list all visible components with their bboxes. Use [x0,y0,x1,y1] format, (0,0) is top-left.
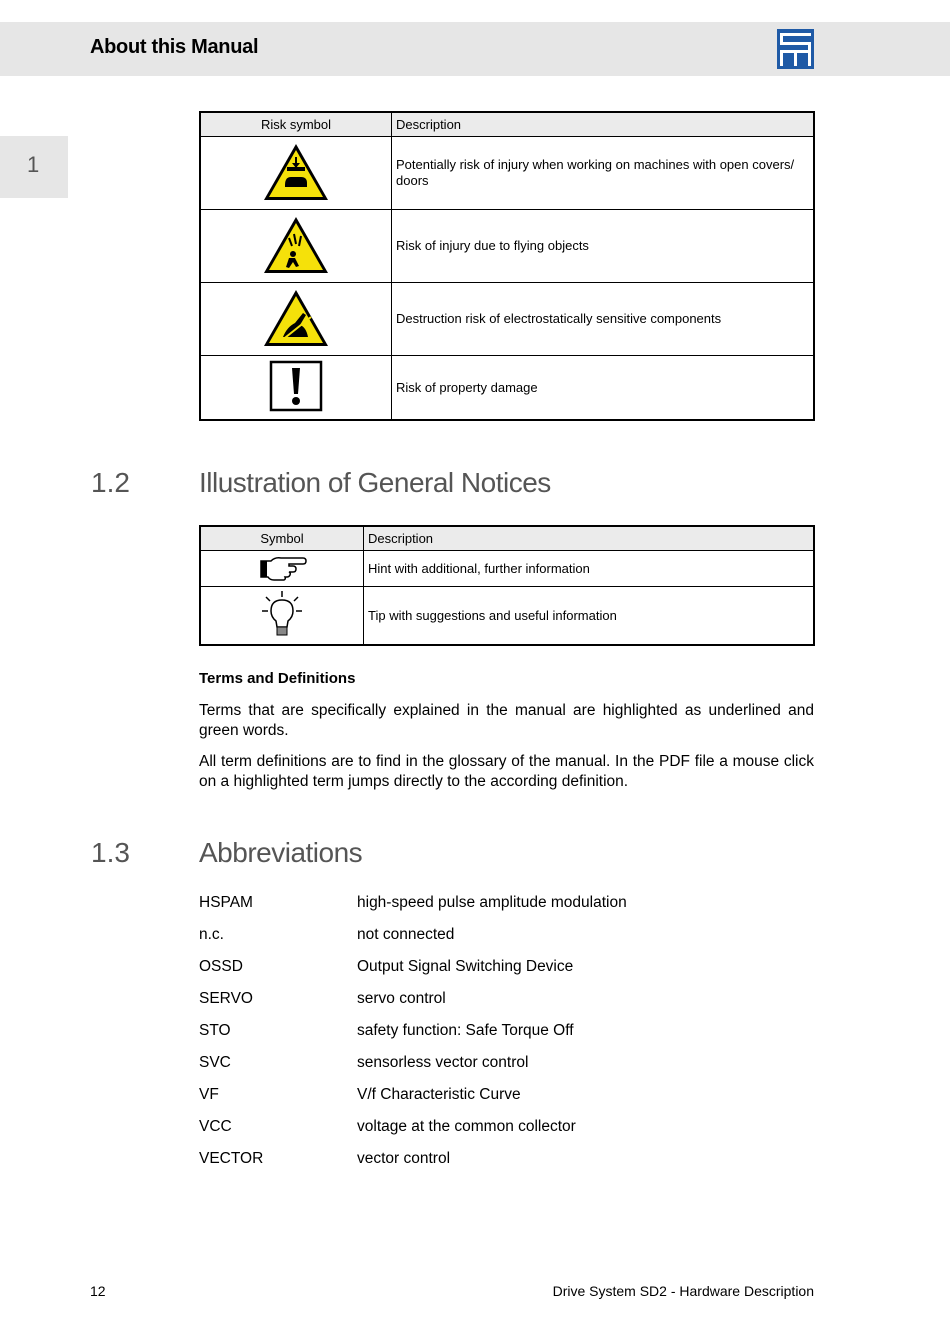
abbreviation: STO [199,1022,231,1039]
abbreviation: VF [199,1086,219,1103]
table-header-risk-symbol: Risk symbol [200,112,392,137]
electrostatic-warning-icon [261,287,331,349]
abbreviation-definition: high-speed pulse amplitude modulation [357,894,627,911]
page-number: 12 [90,1283,106,1299]
terms-heading: Terms and Definitions [199,670,356,687]
flying-objects-warning-icon [261,214,331,276]
abbreviation: SVC [199,1054,231,1071]
abbreviation-definition: servo control [357,990,446,1007]
table-header-description: Description [364,526,815,551]
abbreviation: n.c. [199,926,224,943]
table-header-symbol: Symbol [200,526,364,551]
table-row [200,283,814,356]
table-row [200,137,814,210]
table-row [200,551,814,587]
risk-symbol-table [199,111,815,421]
page-title: About this Manual [90,36,259,58]
abbreviation-definition: Output Signal Switching Device [357,958,574,975]
terms-paragraph: All term definitions are to find in the glossary of the manual. In the PDF file a mouse click on a highlighted term jumps directly to the according definition. [199,753,814,790]
risk-description: Destruction risk of electrostatically sensitive components [392,283,815,356]
pointing-hand-icon [257,553,307,581]
section-number: 1.2 [91,467,130,498]
terms-paragraph: Terms that are specifically explained in the manual are highlighted as underlined and green words. [199,702,814,739]
abbreviation-definition: voltage at the common collector [357,1118,576,1135]
abbreviation-definition: vector control [357,1150,451,1167]
abbreviation: HSPAM [199,894,253,911]
abbreviation-definition: not connected [357,926,455,943]
abbreviation: VECTOR [199,1150,264,1167]
table-row [200,587,814,646]
abbreviation-definition: safety function: Safe Torque Off [357,1022,574,1039]
abbreviation: SERVO [199,990,253,1007]
risk-description: Potentially risk of injury when working on machines with open covers/ doors [392,137,815,210]
section-title: Abbreviations [199,837,363,868]
table-header-description: Description [392,112,815,137]
abbreviation-definition: sensorless vector control [357,1054,529,1071]
table-row [200,356,814,421]
section-number: 1.3 [91,837,130,868]
hand-crush-warning-icon [261,141,331,203]
chapter-number: 1 [27,152,40,177]
exclamation-box-icon [269,360,323,412]
table-row [200,210,814,283]
risk-description: Risk of property damage [392,356,815,421]
notice-description: Hint with additional, further information [364,551,815,587]
notice-symbol-table [199,525,815,646]
section-title: Illustration of General Notices [199,467,551,498]
abbreviation: OSSD [199,958,243,975]
document-title: Drive System SD2 - Hardware Description [552,1283,814,1299]
notice-description: Tip with suggestions and useful information [364,587,815,646]
risk-description: Risk of injury due to flying objects [392,210,815,283]
light-bulb-icon [260,589,304,639]
abbreviation-definition: V/f Characteristic Curve [357,1086,521,1103]
company-logo-icon [777,29,814,69]
abbreviation: VCC [199,1118,232,1135]
